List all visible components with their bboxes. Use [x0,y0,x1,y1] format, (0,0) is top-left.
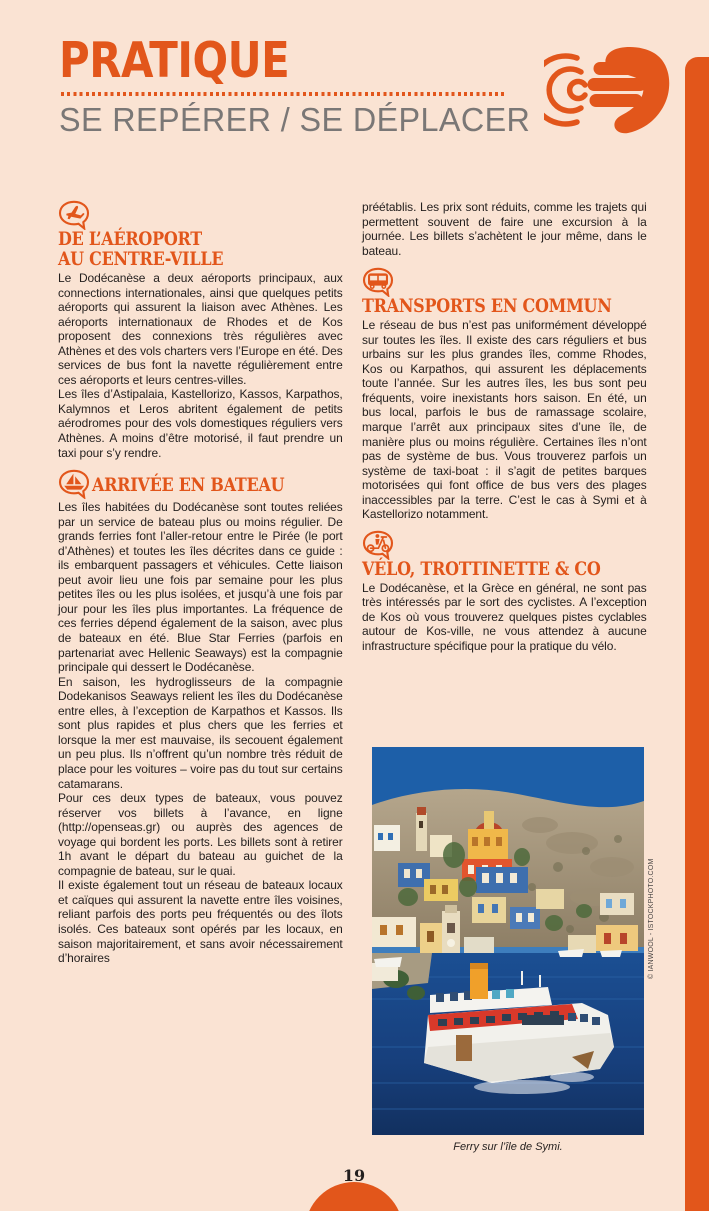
section-heading-bike [362,530,651,580]
airport-paragraph-2: Les îles d’Astipalaia, Kastellorizo, Kassos, Karpathos, Kalymnos et Leros abritent également de petits aérodromes pour des vols domestiques réguliers vers Athènes. A moins d’être motorisé, il faut prendre un taxi pour s’y rendre. [58,387,343,460]
ferry-symi-photo [372,747,644,1135]
airport-paragraph-1: Le Dodécanèse a deux aéroports principaux, aux connections internationales, ainsi que quelques petits aéroports qui assurent la liaison avec Athènes. Les aéroports internationaux de Rhodes et de Kos proposent des connexions très régulières avec Athènes et des vols charters vers l’Europe en été. Des services de bus font la navette régulièrement entre ces aéroports et leurs centres-villes. [58,271,343,387]
header-dotted-divider [61,92,506,96]
spacer [362,258,651,267]
left-text-column [58,200,347,966]
photo-block [372,747,655,1135]
bike-paragraph-1: Le Dodécanèse, et la Grèce en général, ne sont pas très intéressés par le sort des cyclistes. A l’exception de Kos où vous trouverez quelques pistes cyclables autour de Kos-ville, ne vous attendez à aucune infrastructure spécifique pour la pratique du vélo. [362,580,647,654]
pointing-hand-icon [544,42,679,138]
section-heading-airport-line1: DE L’AÉROPORT [58,229,202,250]
page-title: PRATIQUE [59,32,290,89]
section-heading-public-transport [362,267,651,317]
spacer [58,460,347,469]
photo-caption: Ferry sur l’île de Symi. [453,1141,563,1153]
boat-paragraph-3: Pour ces deux types de bateaux, vous pouvez réserver vos billets à l’avance, en ligne (http://openseas.gr) ou auprès des agences de voyage qui bordent les ports. Les billets sont à retirer 1h avant le départ du bateau au guichet de la compagnie de bateau, sur le quai. [58,791,343,878]
page-number: 19 [342,1166,366,1185]
airplane-in-speech-bubble-icon [58,200,92,230]
right-text-column [362,200,651,654]
section-heading-bike-text: VÉLO, TROTTINETTE & CO [362,558,601,580]
footer-circle [305,1182,403,1211]
section-heading-public-transport-text: TRANSPORTS EN COMMUN [362,296,612,318]
section-heading-boat [58,469,347,499]
sailboat-in-speech-bubble-icon [58,469,92,499]
bus-in-speech-bubble-icon [362,267,396,297]
spacer [362,522,651,530]
scooter-in-speech-bubble-icon [362,530,396,560]
section-heading-airport-line2: AU CENTRE-VILLE [58,249,224,270]
page-edge-tab [685,57,709,1211]
boat-paragraph-4: Il existe également tout un réseau de bateaux locaux et caïques qui assurent la navette entre îles voisines, reliant parfois des ports peu fréquentés ou des îlots isolés. Ces bateaux sont opérés par les locaux, en saison majoritairement, et sans avoir nécessairement d’horaires [58,878,343,966]
photo-credit: © IANWOOL - ISTOCKPHOTO.COM [648,858,655,979]
page-subtitle: SE REPÉRER / SE DÉPLACER [59,101,531,138]
section-heading-airport [58,200,347,270]
page-header [59,32,649,151]
section-heading-boat-text: ARRIVÉE EN BATEAU [92,475,285,497]
continued-paragraph: préétablis. Les prix sont réduits, comme les trajets qui permettent souvent de faire une excursion à la journée. Les billets s’achètent le jour même, dans le bateau. [362,200,647,258]
boat-paragraph-1: Les îles habitées du Dodécanèse sont toutes reliées par un service de bateau plus ou moins régulier. De grands ferries font l’aller-retour entre le Pirée (le port d’Athènes) et toutes les îles décrites dans ce guide : ils embarquent passagers et véhicules. Cette liaison peut avoir lieu une fois par semaine pour les plus petites îles ou les plus isolées, et jusqu’à une fois par jour pour les îles plus importantes. La fréquence de ces ferries dépend également de la saison, avec plus de bateaux en été. Blue Star Ferries (parfois en partenariat avec Hellenic Seaways) est la compagnie principale qui dessert le Dodécanèse. [58,500,343,675]
boat-paragraph-2: En saison, les hydroglisseurs de la compagnie Dodekanisos Seaways relient les îles du Dodécanèse entre elles, à l’exception de Karpathos et Kassos. Ils sont plus rapides et plus chers que les ferries et lorsque la mer est mauvaise, ils secouent également un peu plus. Ils n’offrent qu’un nombre très réduit de place pour les voitures – voire pas du tout sur certains catamarans. [58,674,343,791]
public-transport-paragraph-1: Le réseau de bus n’est pas uniformément développé sur toutes les îles. Il existe des cars réguliers et bus urbains sur les plus grandes îles, comme Rhodes, Kos ou Karpathos, qui assurent les déplacements toute l’année. Sur les autres îles, les bus sont peu fréquents, voire inexistants hors saison. En été, un bus local, parfois le bus de ramassage scolaire, marque l’arrêt aux principaux sites d’une île, de manière plus ou moins régulière. Certaines îles n’ont pas de système de bus. Vous trouverez parfois un système de taxi-boat : il s’agit de petites barques motorisées qui font office de bus vers des plages inaccessibles par la terre. C’est le cas à Symi et à Kastellorizo notamment. [362,318,647,522]
